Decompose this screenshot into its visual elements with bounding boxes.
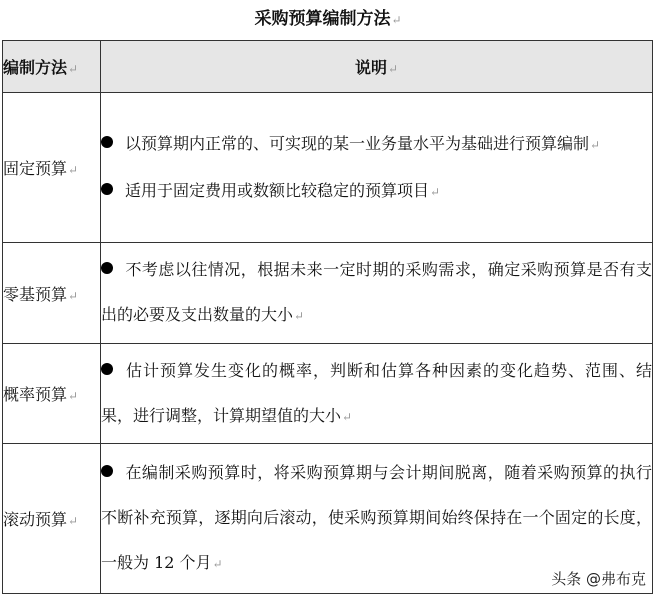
bullet-item: 不考虑以往情况，根据未来一定时期的采购需求，确定采购预算是否有支出的必要及支出数量的大小↵ [101,260,652,324]
paragraph-mark-icon: ↵ [212,557,223,571]
paragraph-mark-icon: ↵ [68,163,79,177]
bullet-dot-icon [101,363,113,375]
paragraph-mark-icon: ↵ [68,62,79,76]
watermark: 头条 @弗布克 [551,570,646,588]
paragraph-mark-icon: ↵ [391,13,402,27]
bullet-dot-icon [101,136,113,148]
table-row [3,243,653,344]
bullet-item: 适用于固定费用或数额比较稳定的预算项目↵ [101,168,652,215]
header-method: 编制方法↵ [3,41,101,93]
paragraph-mark-icon: ↵ [294,309,305,323]
header-description: 说明↵ [101,41,653,93]
paragraph-mark-icon: ↵ [387,62,399,76]
paragraph-mark-icon: ↵ [68,389,79,403]
bullet-dot-icon [101,183,113,195]
method-cell: 零基预算↵ [3,243,101,344]
bullet-item: 估计预算发生变化的概率，判断和估算各种因素的变化趋势、范围、结果，进行调整，计算期望值的大小↵ [101,360,652,425]
bullet-dot-icon [101,465,113,477]
description-cell [101,344,653,444]
table-row [3,344,653,444]
bullet-item: 在编制采购预算时，将采购预算期与会计期间脱离，随着采购预算的执行不断补充预算，逐期向后滚动，使采购预算期间始终保持在一个固定的长度，一般为 12 个月↵ [101,463,652,572]
paragraph-mark-icon: ↵ [590,137,601,152]
method-cell: 滚动预算↵ [3,444,101,594]
table-header-row [3,41,653,93]
bullet-dot-icon [101,262,113,274]
table-row [3,93,653,243]
method-cell: 固定预算↵ [3,93,101,243]
bullet-item: 以预算期内正常的、可实现的某一业务量水平为基础进行预算编制↵ [101,121,652,168]
description-cell [101,93,653,243]
budget-methods-table [2,40,653,594]
document-title-text: 采购预算编制方法 [254,9,391,29]
method-cell: 概率预算↵ [3,344,101,444]
document-title [0,6,656,32]
description-cell [101,243,653,344]
paragraph-mark-icon: ↵ [342,409,353,424]
paragraph-mark-icon: ↵ [68,514,79,528]
paragraph-mark-icon: ↵ [68,288,79,303]
paragraph-mark-icon: ↵ [430,184,441,199]
